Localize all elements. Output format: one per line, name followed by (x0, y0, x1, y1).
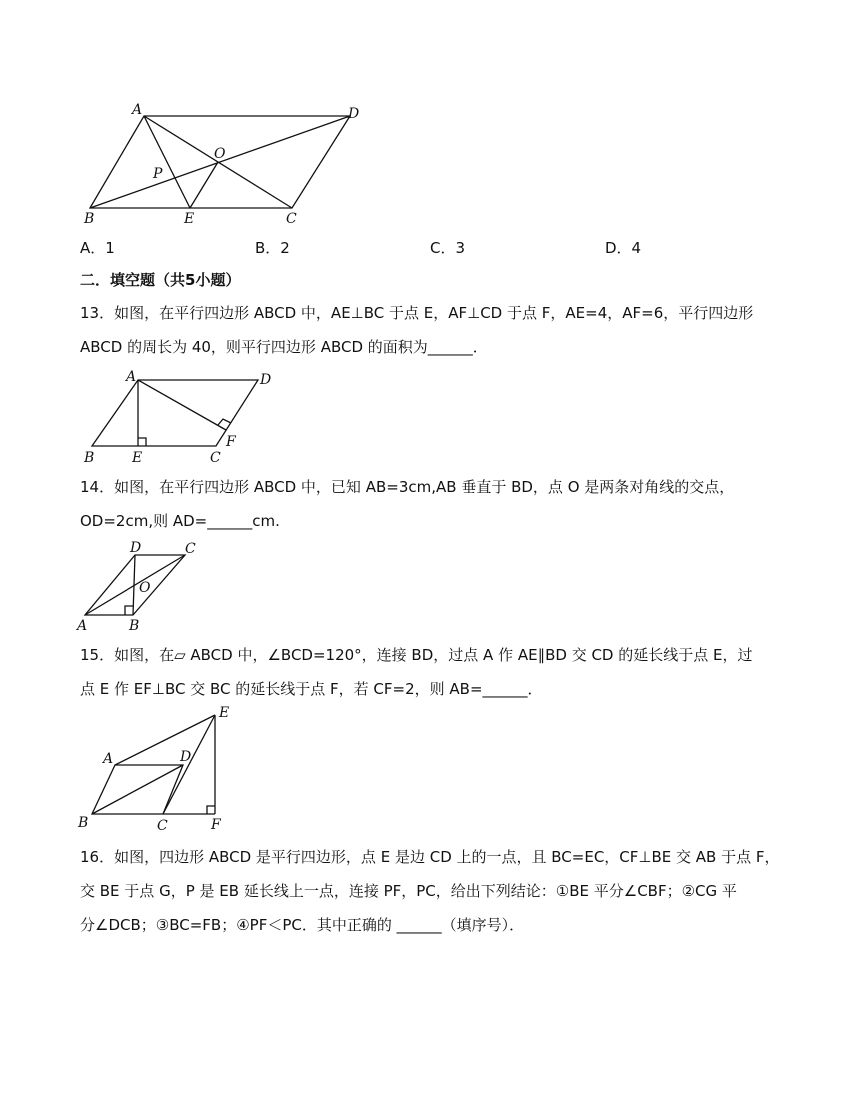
q16-line1: 16．如图，四边形 ABCD 是平行四边形，点 E 是边 CD 上的一点，且 BC=EC，CF⊥BE 交 AB 于点 F， (80, 848, 780, 866)
q15-line1: 15．如图，在▱ ABCD 中，∠BCD=120°，连接 BD，过点 A 作 AE∥BD 交 CD 的延长线于点 E，过 (80, 646, 753, 664)
label-a: A (103, 751, 114, 767)
label-d: D (260, 372, 272, 388)
q13-line2: ABCD 的周长为 40，则平行四边形 ABCD 的面积为______． (80, 338, 488, 356)
option-c: C．3 (430, 239, 466, 257)
segment-af (138, 380, 226, 430)
q14-line2: OD=2cm,则 AD=______cm. (80, 512, 280, 530)
label-f: F (226, 434, 236, 450)
label-e: E (184, 211, 195, 227)
option-a: A．1 (80, 239, 115, 257)
label-b: B (84, 450, 95, 466)
label-c: C (157, 818, 168, 834)
label-b: B (84, 211, 95, 227)
label-o: O (139, 580, 151, 596)
label-b: B (78, 815, 89, 831)
option-d: D．4 (605, 239, 642, 257)
segment-eo (190, 162, 218, 208)
label-e: E (132, 450, 143, 466)
q16-line2: 交 BE 于点 G，P 是 EB 延长线上一点，连接 PF，PC，给出下列结论：①BE 平分∠CBF；②CG 平 (80, 882, 737, 900)
label-a: A (77, 618, 88, 634)
q14-line1: 14．如图，在平行四边形 ABCD 中，已知 AB=3cm,AB 垂直于 BD，点 O 是两条对角线的交点， (80, 478, 735, 496)
label-a: A (132, 102, 143, 118)
label-c: C (286, 211, 297, 227)
figure-q13 (80, 368, 280, 468)
label-f: F (211, 817, 221, 833)
label-d: D (130, 540, 142, 556)
label-b: B (129, 618, 140, 634)
option-b: B．2 (255, 239, 290, 257)
q15-line2: 点 E 作 EF⊥BC 交 BC 的延长线于点 F，若 CF=2，则 AB=______． (80, 680, 543, 698)
figure-q15 (75, 705, 245, 835)
right-angle-mark-f (207, 806, 215, 814)
q16-line3: 分∠DCB；③BC=FB；④PF＜PC．其中正确的 ______（填序号）． (80, 916, 525, 934)
figure-q14 (75, 540, 215, 635)
figure-q12 (80, 100, 370, 230)
right-angle-mark-e (138, 438, 146, 446)
label-a: A (126, 369, 137, 385)
label-d: D (348, 106, 360, 122)
segment-ae (115, 715, 215, 765)
label-c: C (185, 541, 196, 557)
section-title: 二．填空题（共5小题） (80, 271, 241, 289)
q13-line1: 13．如图，在平行四边形 ABCD 中，AE⊥BC 于点 E，AF⊥CD 于点 F，AE=4，AF=6，平行四边形 (80, 304, 754, 322)
right-angle-mark-f (218, 419, 231, 425)
diagonal-bd (90, 116, 350, 208)
diagonal-bd (92, 765, 183, 814)
label-c: C (210, 450, 221, 466)
label-e: E (219, 705, 230, 721)
label-o: O (214, 146, 226, 162)
label-p: P (153, 166, 163, 182)
label-d: D (180, 749, 192, 765)
